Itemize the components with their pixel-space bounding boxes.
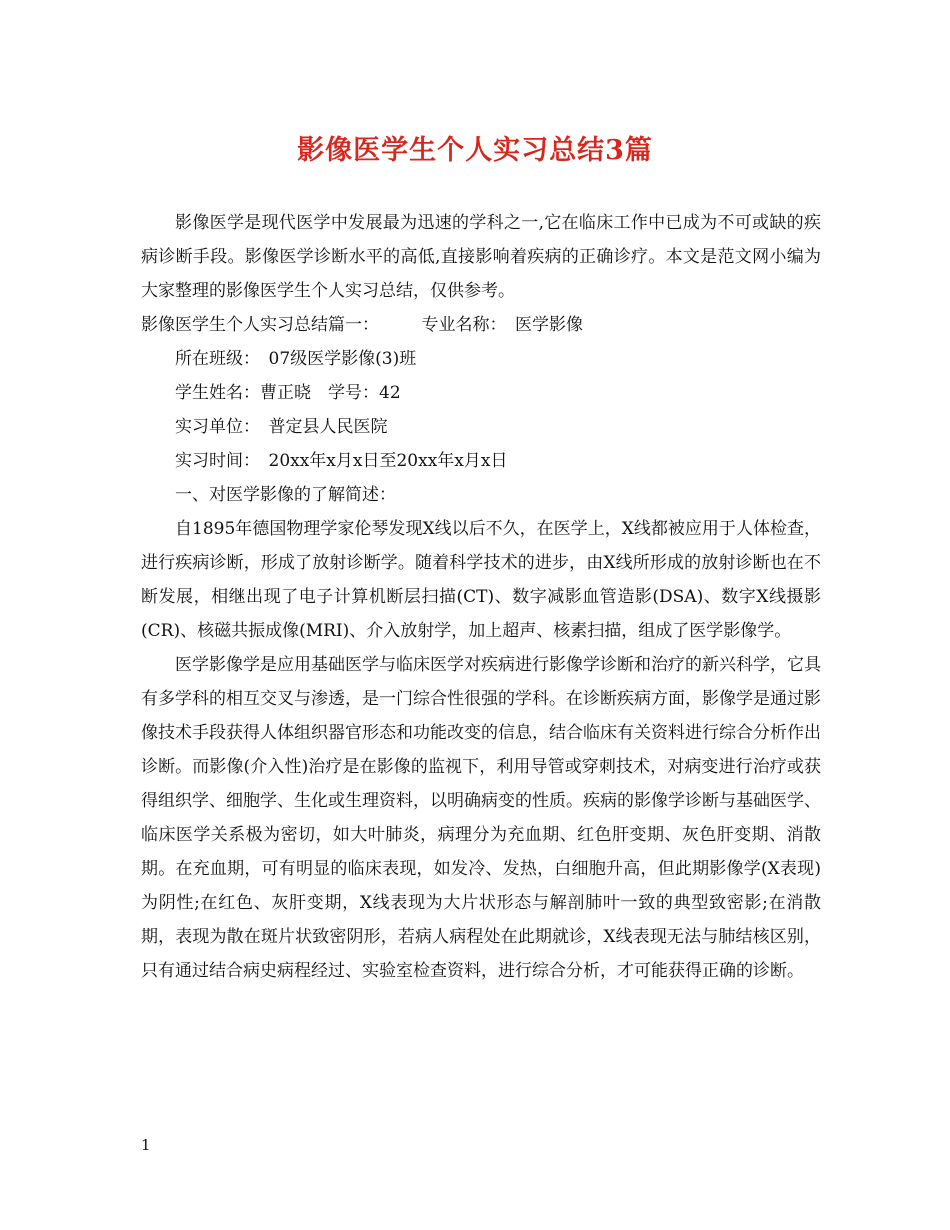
body-paragraph-1: 自1895年德国物理学家伦琴发现X线以后不久，在医学上，X线都被应用于人体检查，进行疾病诊断，形成了放射诊断学。随着科学技术的进步，由X线所形成的放射诊断也在不断发展，相继出现了电子计算机断层扫描(CT)、数字减影血管造影(DSA)、数字X线摄影(CR)、核磁共振成像(MRI)、介入放射学，加上超声、核素扫描，组成了医学影像学。 bbox=[141, 519, 821, 641]
info-line-unit: 实习单位： 普定县人民医院 bbox=[175, 417, 388, 437]
section-heading: 影像医学生个人实习总结篇一： 专业名称： 医学影像 bbox=[141, 315, 583, 335]
document-title: 影像医学生个人实习总结3篇 bbox=[297, 135, 653, 166]
info-line-class: 所在班级： 07级医学影像(3)班 bbox=[175, 349, 417, 369]
body-paragraph-2: 医学影像学是应用基础医学与临床医学对疾病进行影像学诊断和治疗的新兴科学，它具有多学科的相互交叉与渗透，是一门综合性很强的学科。在诊断疾病方面，影像学是通过影像技术手段获得人体组织器官形态和功能改变的信息，结合临床有关资料进行综合分析作出诊断。而影像(介入性)治疗是在影像的监视下，利用导管或穿刺技术，对病变进行治疗或获得组织学、细胞学、生化或生理资料，以明确病变的性质。疾病的影像学诊断与基础医学、临床医学关系极为密切，如大叶肺炎，病理分为充血期、红色肝变期、灰色肝变期、消散期。在充血期，可有明显的临床表现，如发冷、发热，白细胞升高，但此期影像学(X表现)为阴性;在红色、灰肝变期，X线表现为大片状形态与解剖肺叶一致的典型致密影;在消散期，表现为散在斑片状致密阴形，若病人病程处在此期就诊，X线表现无法与肺结核区别，只有通过结合病史病程经过、实验室检查资料，进行综合分析，才可能获得正确的诊断。 bbox=[141, 655, 821, 981]
page-number: 1 bbox=[141, 1136, 151, 1154]
info-line-time: 实习时间： 20xx年x月x日至20xx年x月x日 bbox=[175, 451, 508, 471]
intro-paragraph: 影像医学是现代医学中发展最为迅速的学科之一,它在临床工作中已成为不可或缺的疾病诊断手段。影像医学诊断水平的高低,直接影响着疾病的正确诊疗。本文是范文网小编为大家整理的影像医学生个人实习总结，仅供参考。 bbox=[141, 213, 821, 301]
subheading: 一、对医学影像的了解简述： bbox=[175, 485, 396, 505]
document-body bbox=[141, 206, 821, 988]
info-line-student: 学生姓名：曹正晓 学号：42 bbox=[175, 383, 401, 403]
